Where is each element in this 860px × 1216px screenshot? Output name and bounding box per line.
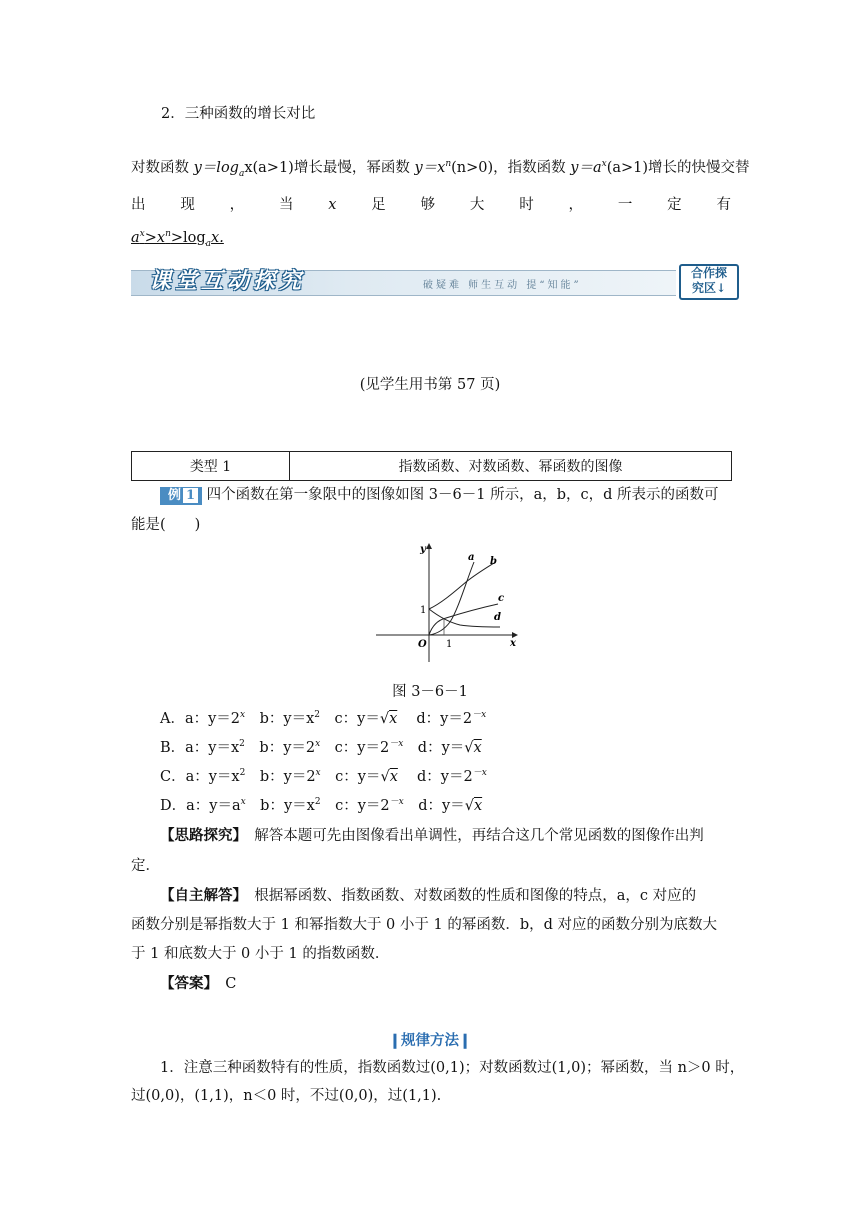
- analysis-line-2: 定．: [131, 858, 160, 874]
- text: c：y＝2: [320, 740, 390, 756]
- example-badge-number: 1: [183, 488, 198, 503]
- text: －x: [472, 768, 487, 779]
- example-badge: [160, 487, 202, 505]
- y-label: y: [420, 544, 426, 555]
- text: a: [238, 168, 245, 179]
- text: 有: [716, 197, 731, 213]
- solution-label: 【自主解答】: [160, 887, 240, 904]
- text: x: [473, 740, 482, 756]
- text: n: [445, 159, 452, 170]
- text: 根据幂函数、指数函数、对数函数的性质和图像的特点，a，c 对应的: [239, 888, 697, 904]
- type-label: 类型 1: [132, 452, 290, 481]
- text: x.: [211, 230, 224, 246]
- text: 定: [667, 197, 682, 213]
- text: 2: [314, 797, 321, 808]
- option-a[interactable]: [160, 708, 486, 730]
- option-c[interactable]: [160, 766, 487, 788]
- text: a: [131, 230, 140, 246]
- function-graph: [370, 540, 520, 666]
- text: ，: [568, 197, 583, 213]
- banner-box-line: 究区↓: [691, 281, 727, 295]
- bracket-icon: ❙: [459, 1032, 472, 1049]
- text: d：y＝2: [397, 711, 473, 727]
- text: b：y＝x: [245, 711, 315, 727]
- analysis-line-1: [160, 825, 704, 847]
- answer-label: 【答案】: [160, 975, 211, 992]
- sqrt-icon: √: [464, 798, 474, 814]
- origin-label: O: [418, 639, 427, 650]
- text: 2: [239, 768, 246, 779]
- option-b[interactable]: [160, 737, 482, 759]
- text: ，: [229, 197, 245, 213]
- text: c：y＝: [320, 711, 380, 727]
- text: d：y＝: [403, 740, 465, 756]
- text: (n>0)，指数函数: [451, 160, 566, 176]
- text: x: [389, 769, 398, 785]
- text: x: [315, 768, 321, 779]
- curve-b-label: b: [490, 556, 497, 567]
- text: d：y＝2: [397, 769, 473, 785]
- solution-line-1: [160, 885, 696, 907]
- law-line-2: 过(0,0)，(1,1)，n＜0 时，不过(0,0)，过(1,1).: [131, 1088, 442, 1104]
- text: 大: [469, 197, 485, 213]
- text: y＝a: [570, 160, 602, 176]
- text: 一: [617, 197, 633, 213]
- text: x: [315, 739, 321, 750]
- banner-subtitle: 破疑难 师生互动 提“知能”: [423, 280, 582, 291]
- curve-c-label: c: [498, 593, 505, 604]
- text: C．a：y＝x: [160, 769, 240, 785]
- example-badge-label: 例: [168, 488, 182, 503]
- banner-box-line: 合作探: [690, 266, 727, 280]
- text: 足: [371, 197, 386, 213]
- text: y＝x: [414, 160, 446, 176]
- bracket-icon: ❙: [388, 1032, 401, 1049]
- text: B．a：y＝x: [160, 740, 240, 756]
- text: 2: [314, 710, 321, 721]
- section-heading: 2．三种函数的增长对比: [161, 106, 316, 122]
- option-d[interactable]: [160, 795, 482, 817]
- text: A．a：y＝2: [160, 711, 241, 727]
- text: a: [205, 238, 212, 249]
- text: 对数函数: [131, 160, 189, 176]
- text: x: [328, 197, 337, 213]
- text: 现: [180, 197, 195, 213]
- text: x: [240, 710, 246, 721]
- y-one-label: 1: [420, 605, 427, 616]
- text: 够: [420, 197, 436, 213]
- curve-d: [429, 609, 500, 627]
- text: c：y＝2: [320, 798, 390, 814]
- banner-box: [679, 264, 739, 300]
- compare-line-3: [131, 227, 224, 249]
- compare-line-1: [131, 157, 750, 179]
- text: 出: [131, 197, 146, 213]
- page-reference: (见学生用书第 57 页): [359, 377, 501, 393]
- type-table: [131, 451, 732, 481]
- text: >x: [144, 230, 166, 246]
- law-title: [0, 1029, 860, 1050]
- analysis-label: 【思路探究】: [160, 827, 240, 844]
- text: y＝log: [193, 160, 239, 176]
- type-title: 指数函数、对数函数、幂函数的图像: [290, 452, 732, 481]
- text: c：y＝: [320, 769, 381, 785]
- compare-line-2: [131, 194, 731, 216]
- curve-a-label: a: [468, 552, 475, 563]
- text: >log: [170, 230, 206, 246]
- answer-value: C: [210, 976, 237, 992]
- section-banner: [131, 262, 737, 298]
- text: x: [240, 797, 246, 808]
- x-one-label: 1: [446, 639, 453, 650]
- text: x: [139, 229, 145, 240]
- example-stem-2: 能是( ): [131, 517, 201, 533]
- text: b：y＝x: [245, 798, 315, 814]
- sqrt-icon: √: [464, 740, 474, 756]
- text: －x: [389, 739, 404, 750]
- solution-line-3: 于 1 和底数大于 0 小于 1 的指数函数．: [131, 946, 390, 962]
- text: －x: [389, 797, 404, 808]
- text: x: [601, 159, 607, 170]
- sqrt-icon: √: [379, 711, 390, 727]
- law-title-text: 规律方法: [401, 1032, 459, 1049]
- x-label: x: [510, 638, 516, 649]
- curve-c: [429, 604, 498, 635]
- text: b：y＝2: [244, 740, 316, 756]
- law-line-1: 1．注意三种函数特有的性质，指数函数过(0,1)；对数函数过(1,0)；幂函数，当 n＞0 时，: [160, 1060, 745, 1076]
- text: 四个函数在第一象限中的图像如图 3－6－1 所示，a，b，c，d 所表示的函数可: [206, 487, 719, 503]
- answer-line: [160, 973, 236, 995]
- figure-caption: 图 3－6－1: [392, 684, 468, 700]
- text: 当: [278, 197, 294, 213]
- text: D．a：y＝a: [160, 798, 241, 814]
- text: d：y＝: [403, 798, 465, 814]
- text: x(a>1)增长最慢，幂函数: [244, 160, 410, 176]
- banner-title: 课堂互动探究: [149, 268, 306, 294]
- solution-line-2: 函数分别是幂指数大于 1 和幂指数大于 0 小于 1 的幂函数．b，d 对应的函数分别为底数大: [131, 917, 718, 933]
- text: x: [389, 711, 398, 727]
- text: －x: [472, 710, 487, 721]
- text: (a>1)增长的快慢交替: [606, 160, 750, 176]
- y-axis-arrow-icon: [426, 543, 432, 549]
- text: 2: [239, 739, 245, 750]
- curve-b: [429, 563, 494, 609]
- text: x: [473, 798, 483, 814]
- curve-d-label: d: [494, 612, 501, 623]
- text: 时: [519, 197, 534, 213]
- text: 解答本题可先由图像看出单调性，再结合这几个常见函数的图像作出判: [239, 828, 704, 844]
- example-stem-1: [160, 484, 719, 506]
- sqrt-icon: √: [380, 769, 390, 785]
- text: n: [165, 229, 171, 240]
- text: b：y＝2: [245, 769, 316, 785]
